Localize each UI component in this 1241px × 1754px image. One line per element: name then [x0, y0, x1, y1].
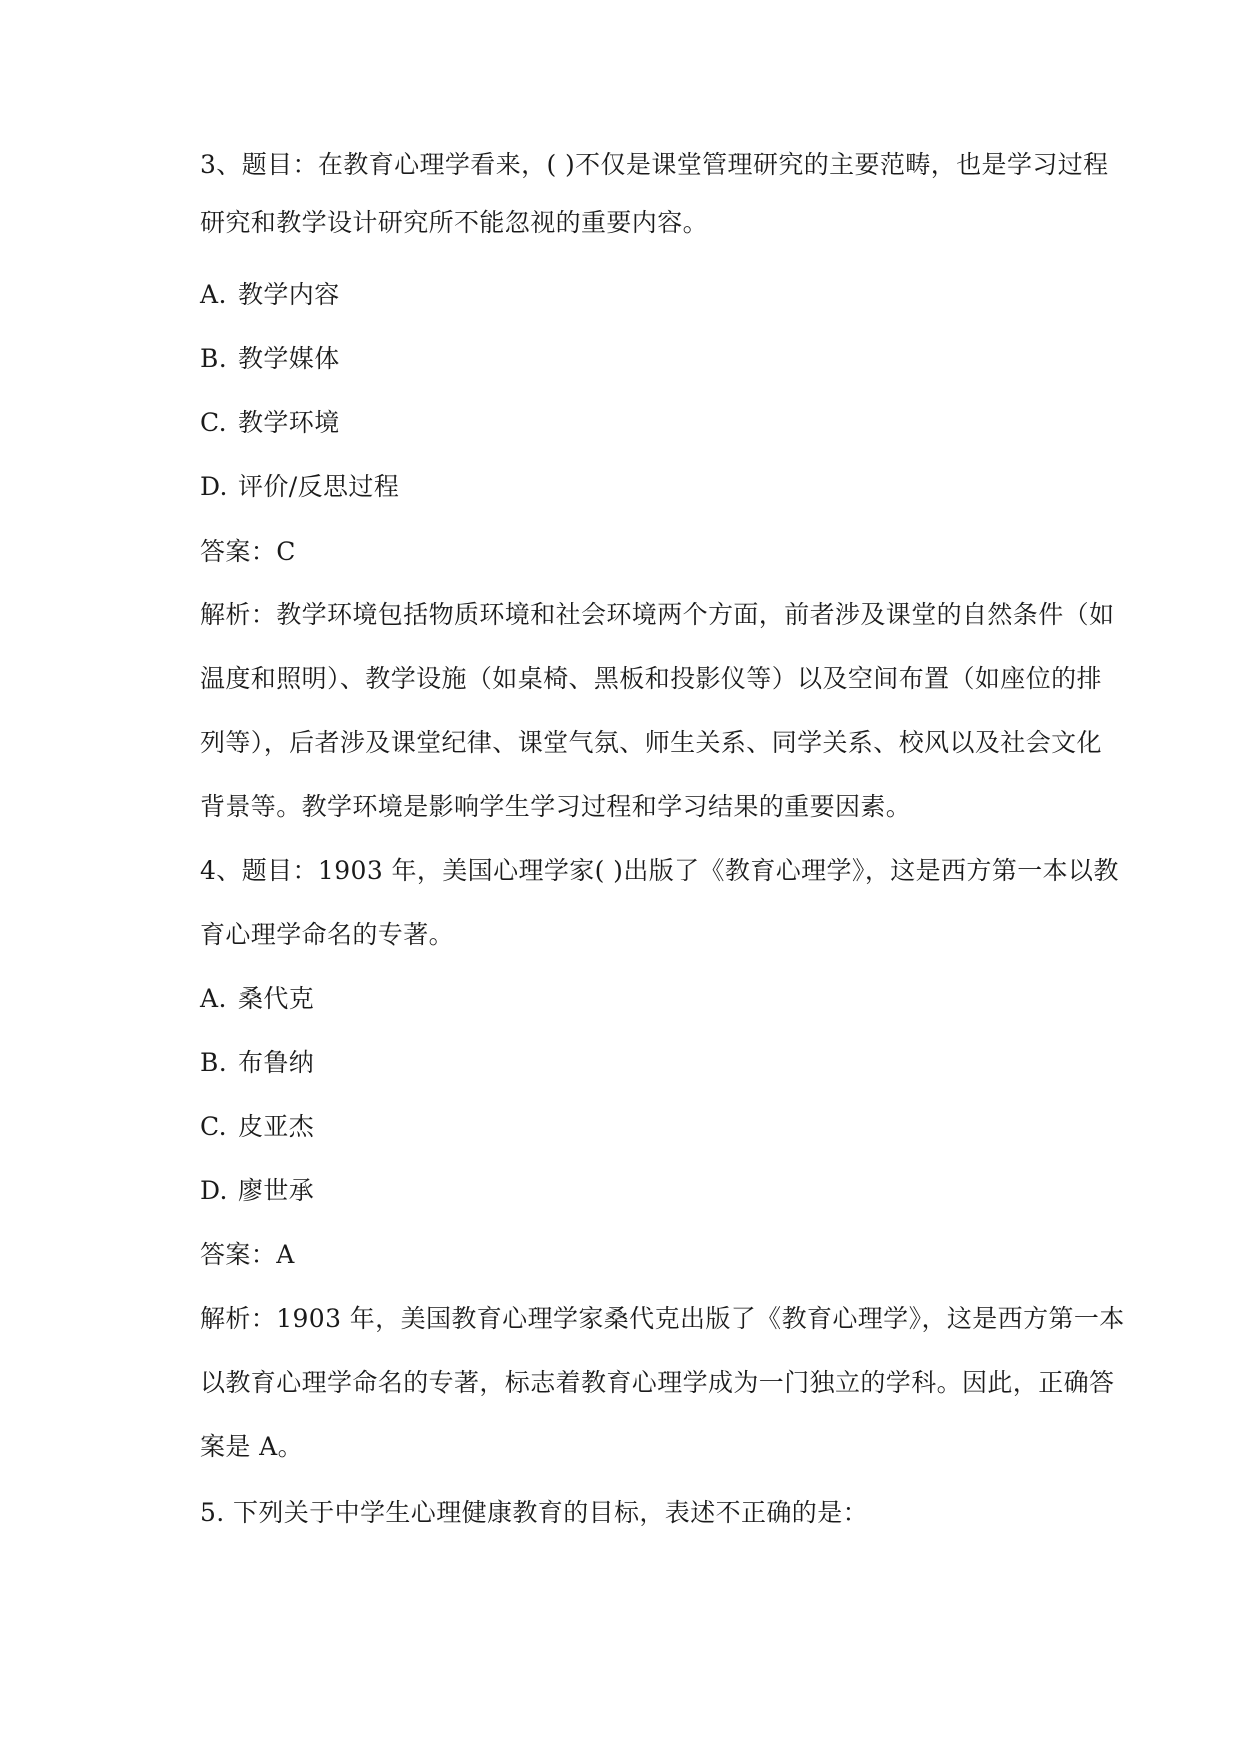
option-letter: A. — [200, 984, 227, 1013]
option-text: 布鲁纳 — [238, 1048, 315, 1077]
question-3-analysis-line-1: 解析：教学环境包括物质环境和社会环境两个方面，前者涉及课堂的自然条件（如 — [200, 600, 1115, 629]
option-letter: D. — [200, 1176, 228, 1205]
option-text: 廖世承 — [238, 1176, 315, 1205]
option-letter: B. — [200, 1048, 228, 1077]
question-4-analysis-line-3: 案是 A。 — [200, 1432, 304, 1461]
question-4-stem-line-2: 育心理学命名的专著。 — [200, 920, 455, 949]
question-3-option-b — [200, 346, 340, 371]
question-4-option-a — [200, 986, 314, 1011]
question-3-option-a — [200, 282, 340, 307]
question-4-option-b — [200, 1050, 314, 1075]
option-text: 教学媒体 — [238, 344, 340, 373]
question-4-stem-line-1: 4、题目：1903 年，美国心理学家( )出版了《教育心理学》，这是西方第一本以教 — [200, 856, 1119, 885]
question-3-answer: 答案：C — [200, 537, 296, 566]
option-text: 教学环境 — [238, 408, 340, 437]
question-3-analysis-line-3: 列等），后者涉及课堂纪律、课堂气氛、师生关系、同学关系、校风以及社会文化 — [200, 728, 1102, 757]
question-3-option-d — [200, 474, 399, 499]
question-3-stem-line-2: 研究和教学设计研究所不能忽视的重要内容。 — [200, 208, 709, 237]
option-letter: C. — [200, 408, 227, 437]
question-5-stem: 5. 下列关于中学生心理健康教育的目标，表述不正确的是： — [200, 1498, 869, 1527]
question-4-analysis-line-1: 解析：1903 年，美国教育心理学家桑代克出版了《教育心理学》，这是西方第一本 — [200, 1304, 1125, 1333]
question-4-option-c — [200, 1114, 314, 1139]
option-text: 皮亚杰 — [238, 1112, 315, 1141]
option-letter: A. — [200, 280, 227, 309]
question-3-analysis-line-2: 温度和照明）、教学设施（如桌椅、黑板和投影仪等）以及空间布置（如座位的排 — [200, 664, 1102, 693]
question-4-answer: 答案：A — [200, 1240, 295, 1269]
question-4-option-d — [200, 1178, 314, 1203]
question-4-analysis-line-2: 以教育心理学命名的专著，标志着教育心理学成为一门独立的学科。因此，正确答 — [200, 1368, 1115, 1397]
option-text: 桑代克 — [238, 984, 315, 1013]
option-letter: C. — [200, 1112, 227, 1141]
question-3-option-c — [200, 410, 340, 435]
option-letter: B. — [200, 344, 228, 373]
option-text: 教学内容 — [238, 280, 340, 309]
question-3-analysis-line-4: 背景等。教学环境是影响学生学习过程和学习结果的重要因素。 — [200, 792, 912, 821]
question-3-stem-line-1: 3、题目：在教育心理学看来，( )不仅是课堂管理研究的主要范畴，也是学习过程 — [200, 150, 1109, 179]
option-letter: D. — [200, 472, 228, 501]
option-text: 评价/反思过程 — [238, 472, 400, 501]
